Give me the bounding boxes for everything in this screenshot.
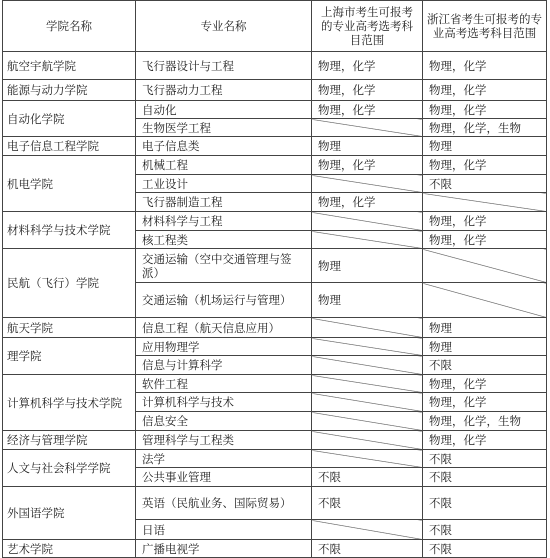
shanghai-requirement-cell: 物理 <box>312 137 423 156</box>
zhejiang-not-offered-cell <box>423 249 547 283</box>
major-cell: 信息安全 <box>136 412 312 431</box>
zhejiang-requirement-cell: 不限 <box>423 487 547 520</box>
major-cell: 交通运输（空中交通管理与签派） <box>136 249 312 283</box>
table-row <box>3 338 547 356</box>
zhejiang-requirement-cell: 物理，化学，生物 <box>423 119 547 137</box>
major-cell: 飞行器动力工程 <box>136 80 312 101</box>
major-cell: 自动化 <box>136 101 312 119</box>
table-row <box>3 156 547 175</box>
major-cell: 核工程类 <box>136 231 312 249</box>
major-cell: 广播电视学 <box>136 540 312 558</box>
college-cell: 艺术学院 <box>3 540 136 558</box>
zhejiang-requirement-cell: 不限 <box>423 450 547 468</box>
shanghai-not-offered-cell <box>312 412 423 431</box>
header-row <box>3 1 547 52</box>
shanghai-requirement-cell: 不限 <box>312 487 423 520</box>
major-cell: 信息与计算科学 <box>136 356 312 375</box>
major-cell: 日语 <box>136 520 312 540</box>
header-shanghai: 上海市考生可报考的专业高考选考科目范围 <box>312 1 423 52</box>
table-row <box>3 212 547 231</box>
zhejiang-requirement-cell: 物理 <box>423 338 547 356</box>
college-cell: 自动化学院 <box>3 101 136 137</box>
header-major: 专业名称 <box>136 1 312 52</box>
subject-requirements-table <box>2 0 547 558</box>
shanghai-requirement-cell: 物理 <box>312 283 423 318</box>
shanghai-not-offered-cell <box>312 231 423 249</box>
shanghai-not-offered-cell <box>312 318 423 338</box>
shanghai-requirement-cell: 物理，化学 <box>312 101 423 119</box>
shanghai-not-offered-cell <box>312 450 423 468</box>
zhejiang-requirement-cell: 不限 <box>423 520 547 540</box>
college-cell: 材料科学与技术学院 <box>3 212 136 249</box>
college-cell: 能源与动力学院 <box>3 80 136 101</box>
shanghai-not-offered-cell <box>312 338 423 356</box>
major-cell: 管理科学与工程类 <box>136 431 312 450</box>
shanghai-not-offered-cell <box>312 212 423 231</box>
college-cell: 人文与社会科学学院 <box>3 450 136 487</box>
shanghai-requirement-cell: 物理 <box>312 249 423 283</box>
zhejiang-requirement-cell: 不限 <box>423 356 547 375</box>
shanghai-not-offered-cell <box>312 393 423 412</box>
header-zhejiang: 浙江省考生可报考的专业高考选考科目范围 <box>423 1 547 52</box>
shanghai-requirement-cell: 物理，化学 <box>312 52 423 80</box>
shanghai-requirement-cell: 物理，化学 <box>312 80 423 101</box>
college-cell: 计算机科学与技术学院 <box>3 375 136 431</box>
table-row <box>3 80 547 101</box>
zhejiang-requirement-cell: 物理，化学 <box>423 231 547 249</box>
shanghai-not-offered-cell <box>312 375 423 393</box>
college-cell: 民航（飞行）学院 <box>3 249 136 318</box>
major-cell: 电子信息类 <box>136 137 312 156</box>
table-row <box>3 249 547 283</box>
shanghai-not-offered-cell <box>312 175 423 193</box>
zhejiang-requirement-cell: 不限 <box>423 468 547 487</box>
table-row <box>3 375 547 393</box>
college-cell: 外国语学院 <box>3 487 136 540</box>
table-row <box>3 431 547 450</box>
shanghai-not-offered-cell <box>312 119 423 137</box>
table-row <box>3 487 547 520</box>
zhejiang-requirement-cell: 物理 <box>423 318 547 338</box>
major-cell: 工业设计 <box>136 175 312 193</box>
college-cell: 航空宇航学院 <box>3 52 136 80</box>
zhejiang-not-offered-cell <box>423 283 547 318</box>
shanghai-requirement-cell: 不限 <box>312 540 423 558</box>
major-cell: 飞行器制造工程 <box>136 193 312 212</box>
zhejiang-requirement-cell: 物理，化学 <box>423 80 547 101</box>
shanghai-requirement-cell: 物理，化学 <box>312 156 423 175</box>
college-cell: 经济与管理学院 <box>3 431 136 450</box>
major-cell: 信息工程（航天信息应用） <box>136 318 312 338</box>
major-cell: 公共事业管理 <box>136 468 312 487</box>
zhejiang-requirement-cell: 物理，化学 <box>423 375 547 393</box>
table-row <box>3 137 547 156</box>
shanghai-not-offered-cell <box>312 431 423 450</box>
zhejiang-requirement-cell: 物理，化学 <box>423 393 547 412</box>
zhejiang-not-offered-cell <box>423 193 547 212</box>
zhejiang-requirement-cell: 物理，化学 <box>423 101 547 119</box>
header-college: 学院名称 <box>3 1 136 52</box>
college-cell: 机电学院 <box>3 156 136 212</box>
shanghai-requirement-cell: 物理，化学 <box>312 193 423 212</box>
zhejiang-requirement-cell: 物理，化学 <box>423 212 547 231</box>
zhejiang-requirement-cell: 不限 <box>423 175 547 193</box>
major-cell: 计算机科学与技术 <box>136 393 312 412</box>
college-cell: 航天学院 <box>3 318 136 338</box>
college-cell: 理学院 <box>3 338 136 375</box>
shanghai-not-offered-cell <box>312 356 423 375</box>
table-row <box>3 450 547 468</box>
college-cell: 电子信息工程学院 <box>3 137 136 156</box>
shanghai-requirement-cell: 不限 <box>312 468 423 487</box>
table-row <box>3 540 547 558</box>
table-row <box>3 101 547 119</box>
major-cell: 应用物理学 <box>136 338 312 356</box>
major-cell: 法学 <box>136 450 312 468</box>
major-cell: 生物医学工程 <box>136 119 312 137</box>
major-cell: 材料科学与工程 <box>136 212 312 231</box>
major-cell: 软件工程 <box>136 375 312 393</box>
zhejiang-requirement-cell: 不限 <box>423 540 547 558</box>
major-cell: 交通运输（机场运行与管理） <box>136 283 312 318</box>
table-row <box>3 318 547 338</box>
zhejiang-requirement-cell: 物理，化学 <box>423 156 547 175</box>
zhejiang-requirement-cell: 物理 <box>423 137 547 156</box>
zhejiang-requirement-cell: 物理，化学 <box>423 52 547 80</box>
major-cell: 机械工程 <box>136 156 312 175</box>
table-row <box>3 52 547 80</box>
major-cell: 英语（民航业务、国际贸易） <box>136 487 312 520</box>
shanghai-not-offered-cell <box>312 520 423 540</box>
zhejiang-requirement-cell: 物理，化学，生物 <box>423 412 547 431</box>
zhejiang-requirement-cell: 物理，化学 <box>423 431 547 450</box>
major-cell: 飞行器设计与工程 <box>136 52 312 80</box>
